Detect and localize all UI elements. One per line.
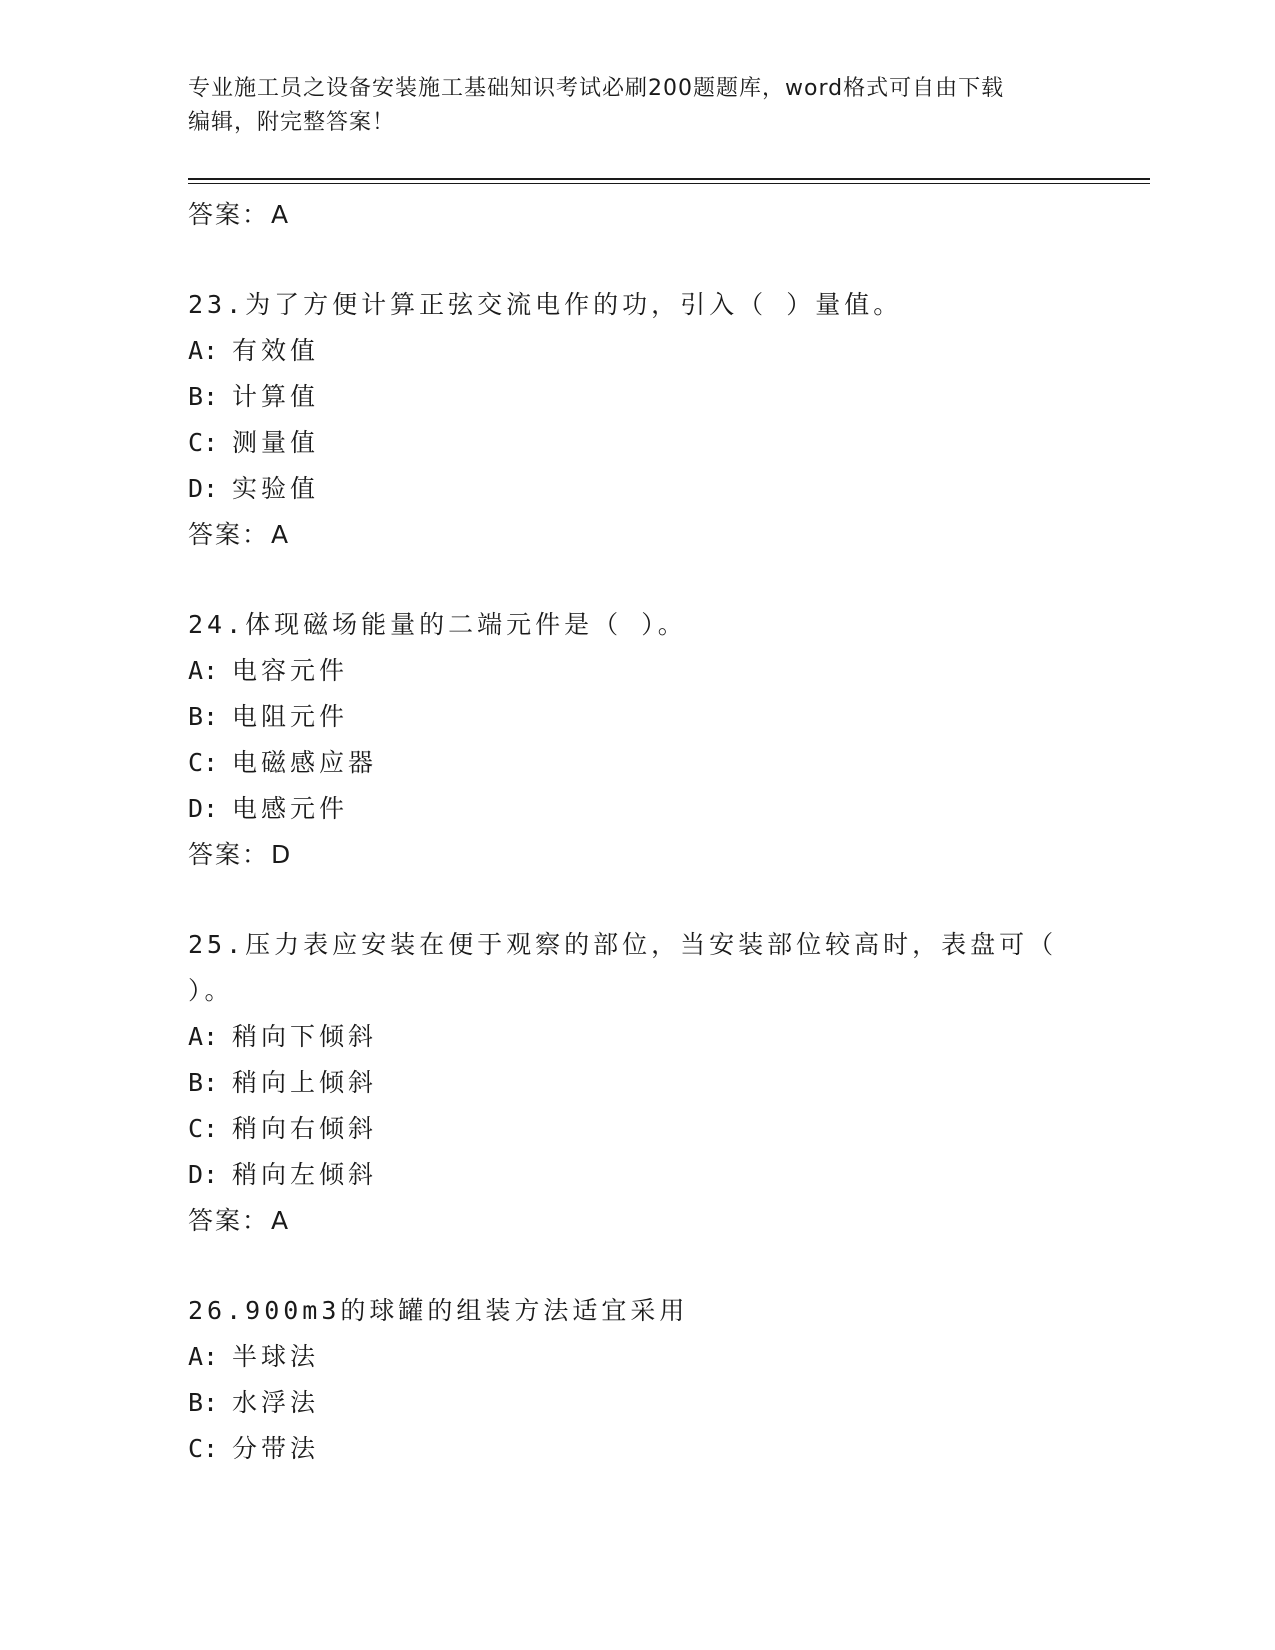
option-letter: B: xyxy=(188,702,219,731)
option-text: 电容元件 xyxy=(232,656,349,685)
question-23 xyxy=(188,282,1088,558)
option-c xyxy=(188,1106,1088,1152)
option-letter: A: xyxy=(188,1022,219,1051)
question-text-continued: ）。 xyxy=(188,976,234,1005)
option-c xyxy=(188,420,1088,466)
header-line-2: 编辑，附完整答案！ xyxy=(188,110,396,135)
option-b xyxy=(188,1380,1088,1426)
option-text: 稍向右倾斜 xyxy=(232,1114,378,1143)
option-text: 测量值 xyxy=(232,428,320,457)
option-text: 电磁感应器 xyxy=(232,748,378,777)
question-26 xyxy=(188,1288,1088,1472)
option-letter: B: xyxy=(188,1388,219,1417)
option-letter: A: xyxy=(188,656,219,685)
answer-line xyxy=(188,192,1088,238)
option-c xyxy=(188,1426,1088,1472)
answer-value: D xyxy=(271,840,291,869)
option-b xyxy=(188,1060,1088,1106)
option-a xyxy=(188,1334,1088,1380)
option-c xyxy=(188,740,1088,786)
option-letter: C: xyxy=(188,1114,219,1143)
option-a xyxy=(188,1014,1088,1060)
question-text: 25.压力表应安装在便于观察的部位，当安装部位较高时，表盘可（ xyxy=(188,930,1058,959)
option-text: 电阻元件 xyxy=(232,702,349,731)
page-header xyxy=(188,72,1068,140)
answer-value: A xyxy=(271,200,289,229)
header-line-1: 专业施工员之设备安装施工基础知识考试必刷200题题库，word格式可自由下载 xyxy=(188,76,1005,101)
option-text: 水浮法 xyxy=(232,1388,320,1417)
question-24 xyxy=(188,602,1088,878)
option-b xyxy=(188,374,1088,420)
option-text: 稍向下倾斜 xyxy=(232,1022,378,1051)
option-text: 实验值 xyxy=(232,474,320,503)
option-letter: D: xyxy=(188,474,219,503)
question-list xyxy=(188,192,1088,1472)
answer-value: A xyxy=(271,1206,289,1235)
option-d xyxy=(188,1152,1088,1198)
option-d xyxy=(188,466,1088,512)
option-text: 有效值 xyxy=(232,336,320,365)
option-text: 分带法 xyxy=(232,1434,320,1463)
answer-label: 答案： xyxy=(188,840,270,869)
option-letter: D: xyxy=(188,794,219,823)
option-text: 稍向左倾斜 xyxy=(232,1160,378,1189)
answer-label: 答案： xyxy=(188,520,270,549)
question-25 xyxy=(188,922,1088,1244)
option-letter: C: xyxy=(188,1434,219,1463)
option-text: 稍向上倾斜 xyxy=(232,1068,378,1097)
answer-line xyxy=(188,512,1088,558)
answer-line xyxy=(188,1198,1088,1244)
option-text: 电感元件 xyxy=(232,794,349,823)
question-text: 26.900m3的球罐的组装方法适宜采用 xyxy=(188,1296,689,1325)
option-text: 半球法 xyxy=(232,1342,320,1371)
answer-line xyxy=(188,832,1088,878)
option-a xyxy=(188,328,1088,374)
option-letter: A: xyxy=(188,336,219,365)
answer-label: 答案： xyxy=(188,200,270,229)
option-text: 计算值 xyxy=(232,382,320,411)
option-letter: C: xyxy=(188,428,219,457)
option-letter: B: xyxy=(188,382,219,411)
option-letter: C: xyxy=(188,748,219,777)
answer-value: A xyxy=(271,520,289,549)
header-divider xyxy=(188,178,1150,180)
option-a xyxy=(188,648,1088,694)
question-text: 23.为了方便计算正弦交流电作的功，引入（ ）量值。 xyxy=(188,290,903,319)
option-b xyxy=(188,694,1088,740)
option-d xyxy=(188,786,1088,832)
answer-label: 答案： xyxy=(188,1206,270,1235)
option-letter: B: xyxy=(188,1068,219,1097)
header-divider-thin xyxy=(188,183,1150,184)
question-text: 24.体现磁场能量的二端元件是（ ）。 xyxy=(188,610,687,639)
option-letter: D: xyxy=(188,1160,219,1189)
option-letter: A: xyxy=(188,1342,219,1371)
